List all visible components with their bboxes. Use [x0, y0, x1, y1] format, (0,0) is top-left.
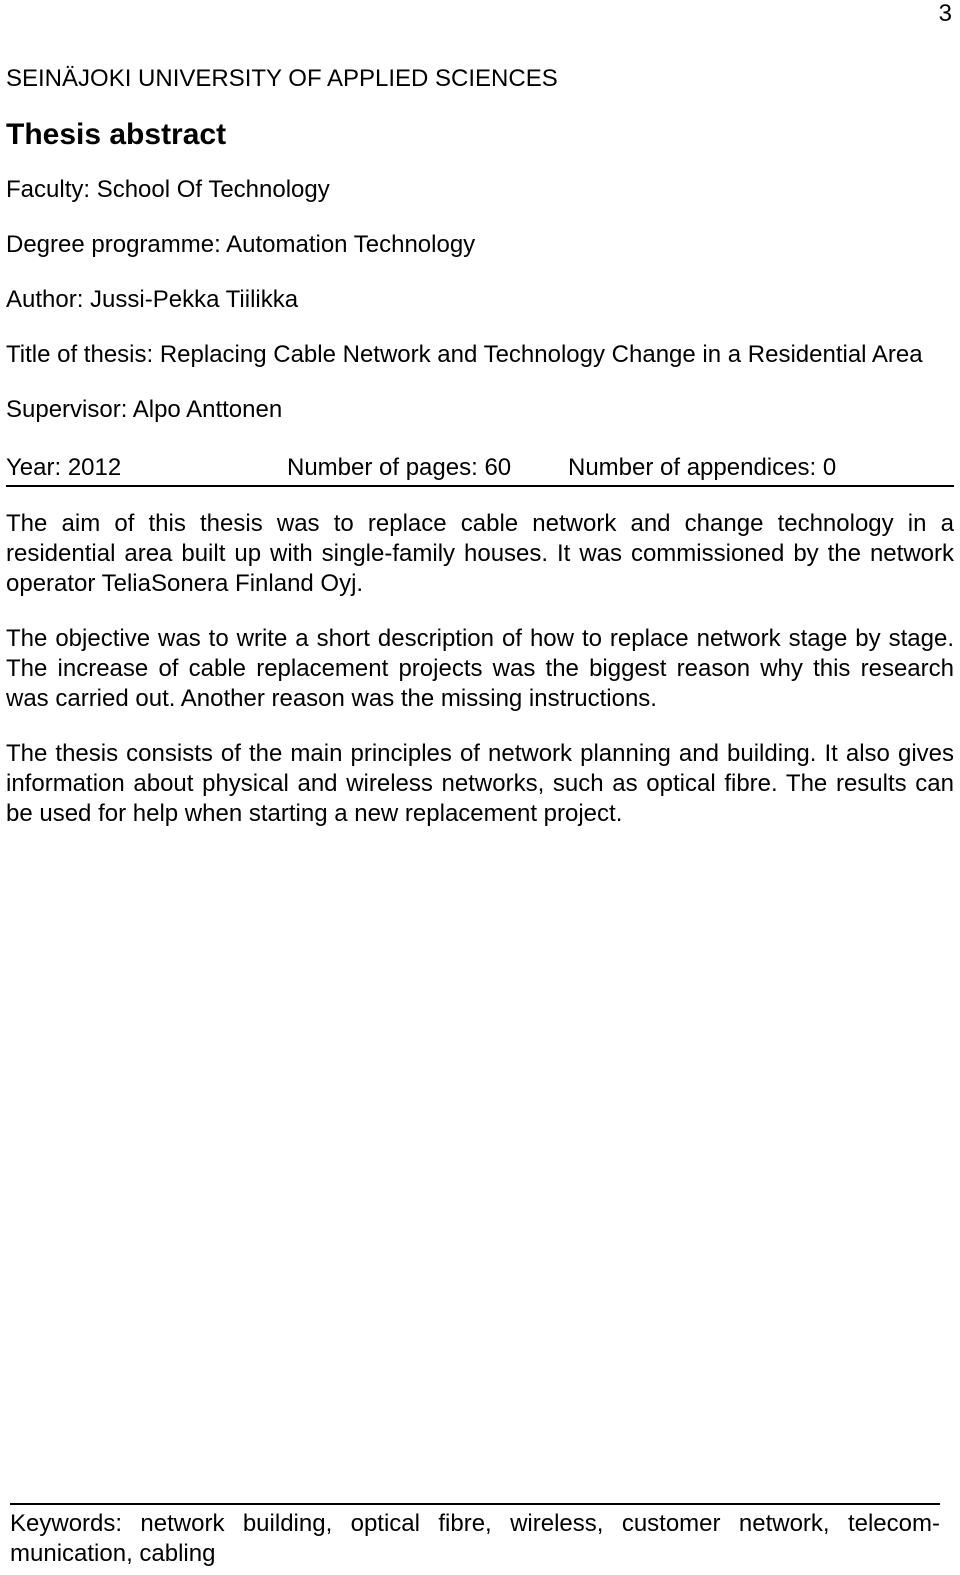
abstract-paragraph: The aim of this thesis was to replace cable network and change technology in a residential area built up with single-family houses. It was commissioned by the network operator TeliaSonera Finland Oyj. [6, 510, 954, 597]
keywords: Keywords: network building, optical fibre, wireless, customer network, telecom-munication, cabling [10, 1503, 940, 1569]
appendix-count-field: Number of appendices: 0 [568, 454, 837, 481]
page-number: 3 [938, 0, 952, 27]
abstract-paragraph: The thesis consists of the main principles of network planning and building. It also gives information about physical and wireless networks, such as optical fibre. The results can be used for help when starting a new replacement project. [6, 740, 954, 827]
author-field: Author: Jussi-Pekka Tiilikka [6, 286, 299, 313]
faculty-field: Faculty: School Of Technology [6, 176, 330, 203]
year-field: Year: 2012 [6, 454, 122, 481]
page-title: Thesis abstract [6, 118, 227, 151]
thesis-meta-row [6, 453, 954, 487]
abstract-paragraph: The objective was to write a short description of how to replace network stage by stage. The increase of cable replacement projects was the biggest reason why this research was carried out. Another reason was the missing instructions. [6, 625, 954, 712]
page-count-field: Number of pages: 60 [287, 454, 512, 481]
degree-programme-field: Degree programme: Automation Technology [6, 231, 476, 258]
thesis-title-field: Title of thesis: Replacing Cable Network and Technology Change in a Residential Area [6, 341, 923, 368]
abstract-body [6, 509, 954, 829]
abstract-page [6, 64, 954, 854]
university-name: SEINÄJOKI UNIVERSITY OF APPLIED SCIENCES [6, 65, 558, 92]
supervisor-field: Supervisor: Alpo Anttonen [6, 396, 283, 423]
